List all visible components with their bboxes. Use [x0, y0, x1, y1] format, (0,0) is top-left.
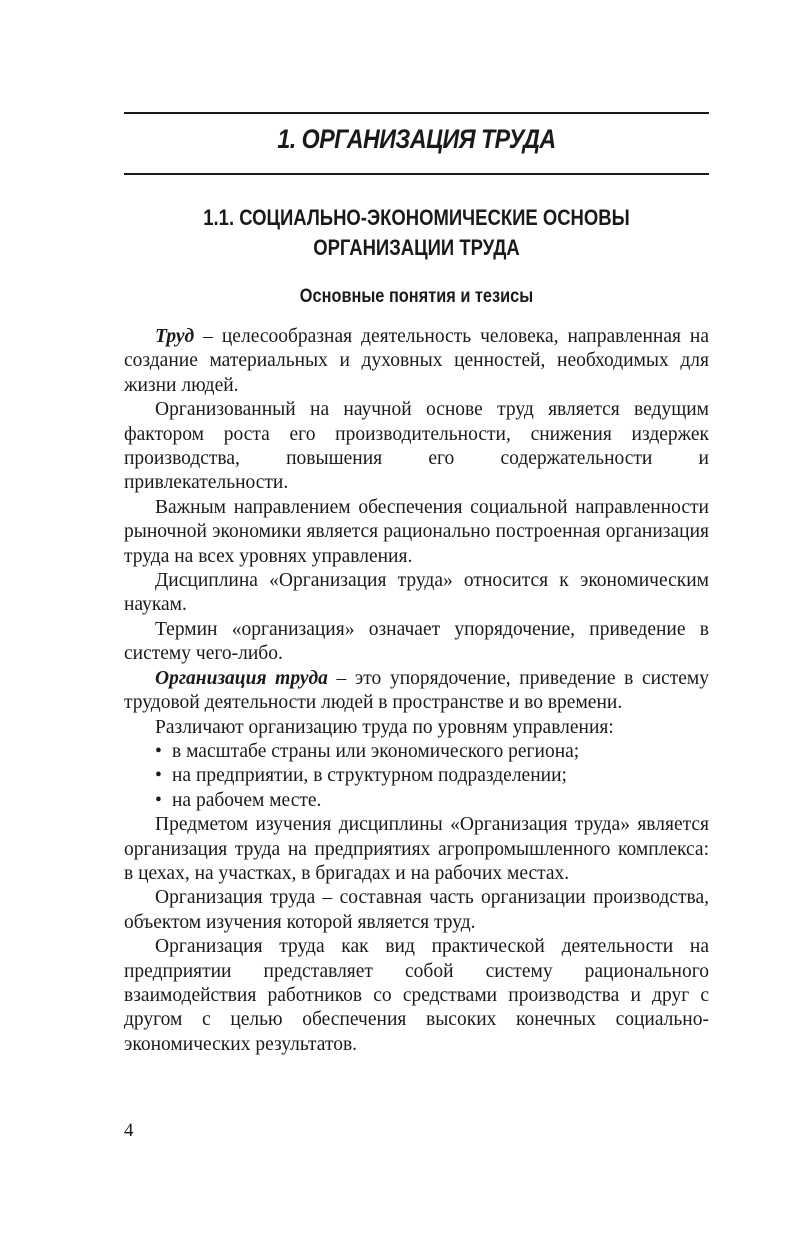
section-title-line-2: ОРГАНИЗАЦИИ ТРУДА: [313, 235, 520, 260]
levels-list: [124, 740, 709, 813]
section-title-line-1: 1.1. СОЦИАЛЬНО-ЭКОНОМИЧЕСКИЕ ОСНОВЫ: [203, 205, 630, 230]
list-item: [155, 789, 709, 813]
paragraph-term-organization: Термин «организация» означает упорядочение, приведение в систему чего-либо.: [124, 618, 709, 665]
paragraph-market-economy: Важным направлением обеспечения социальной направленности рыночной экономики является рационально построенная организация труда на всех уровнях управления.: [124, 496, 709, 567]
top-rule: [124, 112, 709, 114]
bullet-icon: •: [155, 789, 162, 811]
body-text: [124, 325, 709, 1057]
chapter-title: 1. ОРГАНИЗАЦИЯ ТРУДА: [277, 124, 556, 154]
paragraph-labor-definition: [124, 325, 709, 398]
bullet-icon: •: [155, 765, 162, 787]
paragraph-discipline: Дисциплина «Организация труда» относится к экономическим наукам.: [124, 570, 709, 616]
list-item-text: в масштабе страны или экономического региона;: [172, 740, 580, 762]
subsection-title: Основные понятия и тезисы: [299, 286, 534, 307]
list-item: [155, 764, 709, 788]
paragraph-component-of-production: Организация труда – составная часть организации производства, объектом изучения которой является труд.: [124, 887, 709, 933]
list-item-text: на рабочем месте.: [172, 789, 322, 811]
list-item: [155, 740, 709, 764]
paragraph-subject-of-study: Предметом изучения дисциплины «Организация труда» является организация труда на предприятиях агропромышленного комплекса: в цехах, на участках, в бригадах и на рабочих местах.: [124, 814, 709, 884]
paragraph-text: – это упорядочение, приведение в систему трудовой деятельности людей в пространстве и во времени.: [124, 667, 709, 714]
paragraph-levels-intro: Различают организацию труда по уровням управления:: [155, 716, 614, 738]
paragraph-practical-activity: Организация труда как вид практической деятельности на предприятии представляет собой систему рационального взаимодействия работников со средствами производства и друг с другом с целью обеспечения высоких конечных социально-экономических результатов.: [124, 936, 709, 1055]
list-item-text: на предприятии, в структурном подразделении;: [172, 765, 567, 787]
term-labor-organization: Организация труда: [155, 667, 328, 689]
bullet-icon: •: [155, 740, 162, 762]
paragraph-scientific-labor: Организованный на научной основе труд является ведущим фактором роста его производительности, снижения издержек производства, повышения его содержательности и привлекательности.: [124, 399, 709, 494]
paragraph-labor-organization-definition: [124, 667, 709, 716]
term-labor: Труд: [155, 326, 195, 347]
section-title: [171, 203, 662, 263]
bottom-rule: [124, 173, 709, 175]
page-number: 4: [124, 1120, 134, 1141]
paragraph-text: – целесообразная деятельность человека, направленная на создание материальных и духовных ценностей, необходимых для жизни людей.: [124, 326, 709, 396]
